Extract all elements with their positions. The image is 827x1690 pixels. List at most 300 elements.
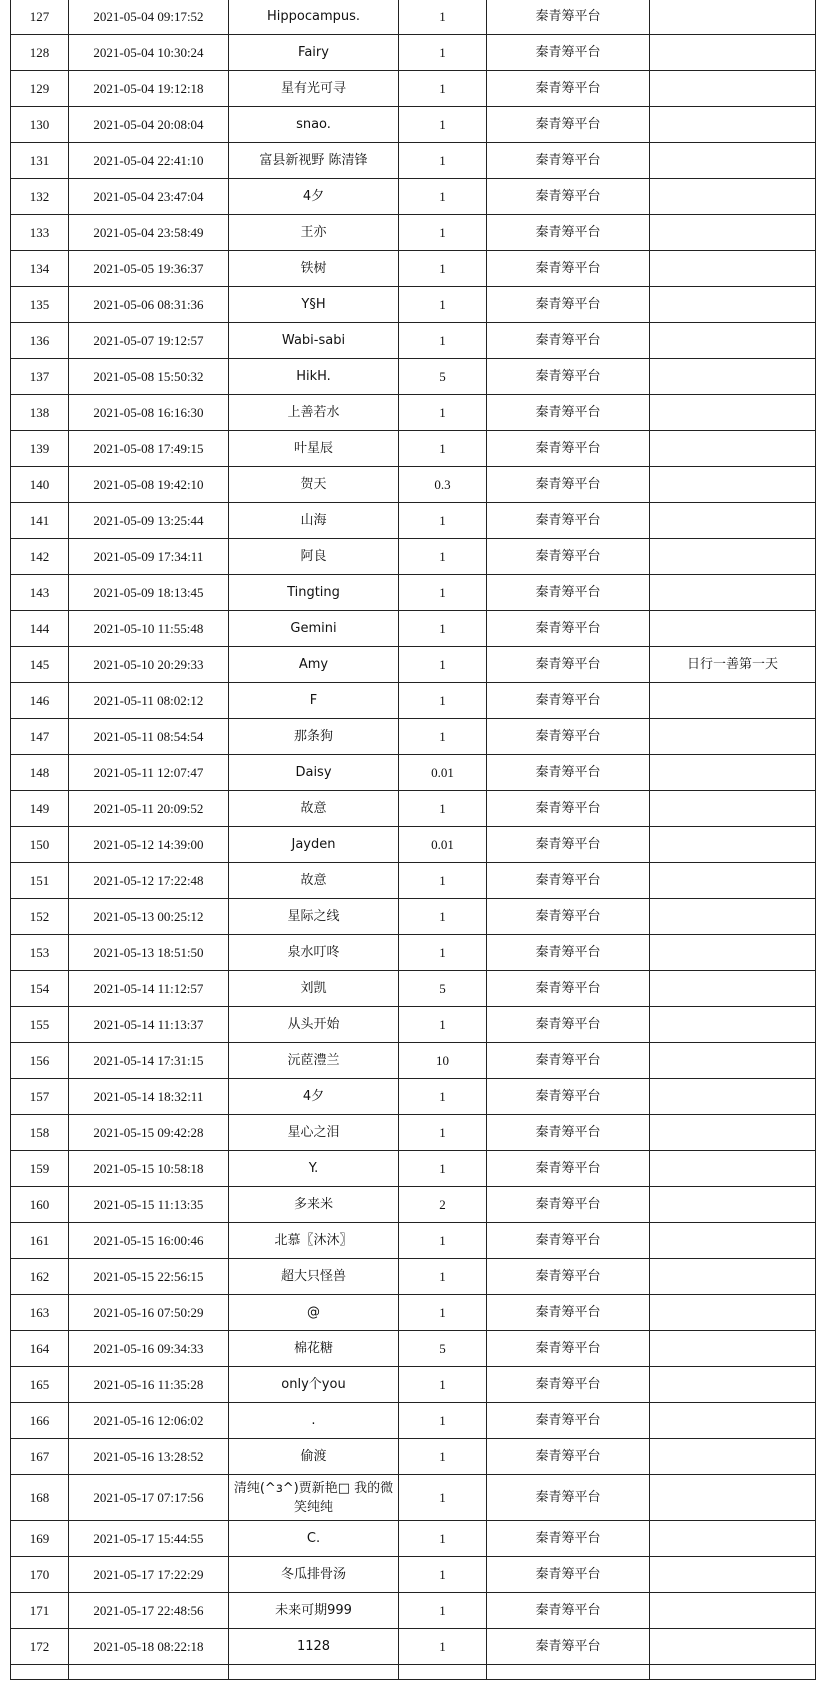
table-row: [11, 395, 816, 431]
donation-time-cell: 2021-05-18 08:22:18: [69, 1629, 229, 1665]
donation-channel-cell: 秦青筹平台: [487, 1439, 650, 1475]
table-row: [11, 1187, 816, 1223]
donation-channel-cell: 秦青筹平台: [487, 539, 650, 575]
empty-cell: [11, 1665, 69, 1680]
donation-channel-cell: 秦青筹平台: [487, 971, 650, 1007]
donation-time-cell: 2021-05-16 11:35:28: [69, 1367, 229, 1403]
donation-amount-cell: 1: [399, 287, 487, 323]
donor-name-cell: 故意: [229, 863, 399, 899]
donation-channel-cell: 秦青筹平台: [487, 575, 650, 611]
donation-amount-cell: 1: [399, 899, 487, 935]
donation-time-cell: 2021-05-04 09:17:52: [69, 0, 229, 35]
donation-amount-cell: 1: [399, 719, 487, 755]
donation-note-cell: [650, 755, 816, 791]
table-row: [11, 611, 816, 647]
donor-name-cell: Tingting: [229, 575, 399, 611]
donation-amount-cell: 1: [399, 1439, 487, 1475]
row-number-cell: 138: [11, 395, 69, 431]
donation-time-cell: 2021-05-04 19:12:18: [69, 71, 229, 107]
row-number-cell: 141: [11, 503, 69, 539]
donation-channel-cell: 秦青筹平台: [487, 1521, 650, 1557]
donation-note-cell: [650, 1079, 816, 1115]
donor-name-cell: 泉水叮咚: [229, 935, 399, 971]
donor-name-cell: 北慕〖沐沐〗: [229, 1223, 399, 1259]
donation-amount-cell: 1: [399, 1295, 487, 1331]
row-number-cell: 151: [11, 863, 69, 899]
donation-amount-cell: 1: [399, 791, 487, 827]
donor-name-cell: 星有光可寻: [229, 71, 399, 107]
donation-channel-cell: 秦青筹平台: [487, 1295, 650, 1331]
donation-time-cell: 2021-05-17 07:17:56: [69, 1475, 229, 1521]
donation-channel-cell: 秦青筹平台: [487, 1223, 650, 1259]
donation-time-cell: 2021-05-14 11:12:57: [69, 971, 229, 1007]
row-number-cell: 162: [11, 1259, 69, 1295]
donation-channel-cell: 秦青筹平台: [487, 791, 650, 827]
donation-amount-cell: 1: [399, 575, 487, 611]
row-number-cell: 147: [11, 719, 69, 755]
donation-note-cell: [650, 251, 816, 287]
donation-amount-cell: 5: [399, 971, 487, 1007]
row-number-cell: 144: [11, 611, 69, 647]
donation-time-cell: 2021-05-10 20:29:33: [69, 647, 229, 683]
donation-amount-cell: 1: [399, 1079, 487, 1115]
donation-amount-cell: 1: [399, 179, 487, 215]
row-number-cell: 161: [11, 1223, 69, 1259]
table-row-partial: [11, 1665, 816, 1680]
table-row: [11, 1403, 816, 1439]
donation-note-cell: [650, 35, 816, 71]
table-row: [11, 863, 816, 899]
table-row: [11, 1475, 816, 1521]
table-row: [11, 1295, 816, 1331]
donation-note-cell: [650, 1187, 816, 1223]
row-number-cell: 130: [11, 107, 69, 143]
donation-note-cell: [650, 1259, 816, 1295]
donation-amount-cell: 1: [399, 647, 487, 683]
donation-channel-cell: 秦青筹平台: [487, 107, 650, 143]
table-row: [11, 287, 816, 323]
row-number-cell: 155: [11, 1007, 69, 1043]
donor-name-cell: .: [229, 1403, 399, 1439]
row-number-cell: 150: [11, 827, 69, 863]
donation-channel-cell: 秦青筹平台: [487, 179, 650, 215]
donation-channel-cell: 秦青筹平台: [487, 431, 650, 467]
donation-amount-cell: 1: [399, 1151, 487, 1187]
donation-time-cell: 2021-05-17 15:44:55: [69, 1521, 229, 1557]
donation-time-cell: 2021-05-16 12:06:02: [69, 1403, 229, 1439]
donation-time-cell: 2021-05-15 09:42:28: [69, 1115, 229, 1151]
row-number-cell: 168: [11, 1475, 69, 1521]
donation-amount-cell: 1: [399, 1115, 487, 1151]
donation-time-cell: 2021-05-08 15:50:32: [69, 359, 229, 395]
donation-amount-cell: 1: [399, 863, 487, 899]
row-number-cell: 172: [11, 1629, 69, 1665]
donation-time-cell: 2021-05-07 19:12:57: [69, 323, 229, 359]
donation-amount-cell: 1: [399, 1007, 487, 1043]
donor-name-cell: 那条狗: [229, 719, 399, 755]
donation-channel-cell: 秦青筹平台: [487, 647, 650, 683]
row-number-cell: 143: [11, 575, 69, 611]
row-number-cell: 153: [11, 935, 69, 971]
donation-channel-cell: 秦青筹平台: [487, 719, 650, 755]
table-row: [11, 1115, 816, 1151]
row-number-cell: 170: [11, 1557, 69, 1593]
table-row: [11, 575, 816, 611]
row-number-cell: 145: [11, 647, 69, 683]
donation-channel-cell: 秦青筹平台: [487, 1259, 650, 1295]
table-row: [11, 647, 816, 683]
donation-note-cell: [650, 539, 816, 575]
donor-name-cell: 铁树: [229, 251, 399, 287]
table-row: [11, 251, 816, 287]
donor-name-cell: F: [229, 683, 399, 719]
row-number-cell: 165: [11, 1367, 69, 1403]
row-number-cell: 160: [11, 1187, 69, 1223]
row-number-cell: 164: [11, 1331, 69, 1367]
donor-name-cell: 超大只怪兽: [229, 1259, 399, 1295]
donation-note-cell: [650, 1295, 816, 1331]
donation-time-cell: 2021-05-04 23:58:49: [69, 215, 229, 251]
empty-cell: [650, 1665, 816, 1680]
donation-time-cell: 2021-05-04 20:08:04: [69, 107, 229, 143]
row-number-cell: 132: [11, 179, 69, 215]
donor-name-cell: 1128: [229, 1629, 399, 1665]
donation-time-cell: 2021-05-14 11:13:37: [69, 1007, 229, 1043]
row-number-cell: 128: [11, 35, 69, 71]
row-number-cell: 156: [11, 1043, 69, 1079]
donation-channel-cell: 秦青筹平台: [487, 0, 650, 35]
donation-amount-cell: 0.01: [399, 827, 487, 863]
row-number-cell: 137: [11, 359, 69, 395]
donor-name-cell: 星心之泪: [229, 1115, 399, 1151]
donation-table-body: [11, 0, 816, 1680]
donation-channel-cell: 秦青筹平台: [487, 899, 650, 935]
donation-channel-cell: 秦青筹平台: [487, 1043, 650, 1079]
donation-time-cell: 2021-05-13 00:25:12: [69, 899, 229, 935]
donor-name-cell: 贺天: [229, 467, 399, 503]
row-number-cell: 134: [11, 251, 69, 287]
donation-note-cell: [650, 503, 816, 539]
donation-amount-cell: 1: [399, 323, 487, 359]
donation-note-cell: [650, 1043, 816, 1079]
table-row: [11, 0, 816, 35]
donation-time-cell: 2021-05-14 18:32:11: [69, 1079, 229, 1115]
table-row: [11, 827, 816, 863]
row-number-cell: 129: [11, 71, 69, 107]
table-row: [11, 1521, 816, 1557]
donation-time-cell: 2021-05-15 22:56:15: [69, 1259, 229, 1295]
donation-channel-cell: 秦青筹平台: [487, 1475, 650, 1521]
table-row: [11, 719, 816, 755]
donation-note-cell: [650, 431, 816, 467]
donation-note-cell: [650, 827, 816, 863]
table-row: [11, 1223, 816, 1259]
donation-amount-cell: 1: [399, 1557, 487, 1593]
donation-amount-cell: 1: [399, 611, 487, 647]
donor-name-cell: 刘凯: [229, 971, 399, 1007]
row-number-cell: 169: [11, 1521, 69, 1557]
donation-time-cell: 2021-05-08 19:42:10: [69, 467, 229, 503]
donation-channel-cell: 秦青筹平台: [487, 863, 650, 899]
donation-time-cell: 2021-05-16 13:28:52: [69, 1439, 229, 1475]
table-row: [11, 431, 816, 467]
donation-time-cell: 2021-05-11 20:09:52: [69, 791, 229, 827]
donation-note-cell: [650, 467, 816, 503]
row-number-cell: 154: [11, 971, 69, 1007]
donation-amount-cell: 1: [399, 431, 487, 467]
donation-note-cell: [650, 0, 816, 35]
donation-channel-cell: 秦青筹平台: [487, 683, 650, 719]
table-row: [11, 971, 816, 1007]
donation-channel-cell: 秦青筹平台: [487, 143, 650, 179]
table-row: [11, 935, 816, 971]
donor-name-cell: 故意: [229, 791, 399, 827]
table-row: [11, 1367, 816, 1403]
donation-channel-cell: 秦青筹平台: [487, 755, 650, 791]
donation-note-cell: [650, 1403, 816, 1439]
row-number-cell: 139: [11, 431, 69, 467]
empty-cell: [69, 1665, 229, 1680]
donation-channel-cell: 秦青筹平台: [487, 611, 650, 647]
donation-table: [10, 0, 816, 1680]
donation-channel-cell: 秦青筹平台: [487, 251, 650, 287]
donation-channel-cell: 秦青筹平台: [487, 935, 650, 971]
donation-amount-cell: 1: [399, 1521, 487, 1557]
table-row: [11, 1593, 816, 1629]
table-row: [11, 1151, 816, 1187]
donor-name-cell: 清纯(^з^)贾新艳□ 我的微笑纯纯: [229, 1475, 399, 1521]
table-row: [11, 1557, 816, 1593]
row-number-cell: 140: [11, 467, 69, 503]
donation-note-cell: [650, 1151, 816, 1187]
donation-note-cell: [650, 215, 816, 251]
donation-amount-cell: 0.01: [399, 755, 487, 791]
row-number-cell: 133: [11, 215, 69, 251]
donation-note-cell: [650, 863, 816, 899]
donor-name-cell: Jayden: [229, 827, 399, 863]
donation-amount-cell: 1: [399, 539, 487, 575]
donor-name-cell: C.: [229, 1521, 399, 1557]
row-number-cell: 131: [11, 143, 69, 179]
donor-name-cell: HikH.: [229, 359, 399, 395]
donor-name-cell: Fairy: [229, 35, 399, 71]
donation-channel-cell: 秦青筹平台: [487, 1151, 650, 1187]
donor-name-cell: 从头开始: [229, 1007, 399, 1043]
donation-note-cell: [650, 1629, 816, 1665]
donation-time-cell: 2021-05-15 16:00:46: [69, 1223, 229, 1259]
donation-channel-cell: 秦青筹平台: [487, 287, 650, 323]
donation-note-cell: [650, 395, 816, 431]
donation-channel-cell: 秦青筹平台: [487, 71, 650, 107]
donation-channel-cell: 秦青筹平台: [487, 503, 650, 539]
donation-note-cell: [650, 323, 816, 359]
donation-channel-cell: 秦青筹平台: [487, 1403, 650, 1439]
table-row: [11, 323, 816, 359]
donor-name-cell: 王亦: [229, 215, 399, 251]
row-number-cell: 142: [11, 539, 69, 575]
table-row: [11, 1043, 816, 1079]
table-row: [11, 755, 816, 791]
donor-name-cell: 阿良: [229, 539, 399, 575]
donation-channel-cell: 秦青筹平台: [487, 1187, 650, 1223]
donation-note-cell: [650, 287, 816, 323]
donation-channel-cell: 秦青筹平台: [487, 35, 650, 71]
empty-cell: [399, 1665, 487, 1680]
donation-channel-cell: 秦青筹平台: [487, 1331, 650, 1367]
donor-name-cell: Amy: [229, 647, 399, 683]
donor-name-cell: 未来可期999: [229, 1593, 399, 1629]
donation-note-cell: [650, 683, 816, 719]
donor-name-cell: 冬瓜排骨汤: [229, 1557, 399, 1593]
row-number-cell: 159: [11, 1151, 69, 1187]
donation-note-cell: [650, 971, 816, 1007]
donation-amount-cell: 1: [399, 1593, 487, 1629]
donor-name-cell: 叶星辰: [229, 431, 399, 467]
donation-amount-cell: 1: [399, 143, 487, 179]
donation-amount-cell: 1: [399, 1475, 487, 1521]
donation-channel-cell: 秦青筹平台: [487, 395, 650, 431]
table-row: [11, 71, 816, 107]
donor-name-cell: @: [229, 1295, 399, 1331]
table-row: [11, 179, 816, 215]
donation-note-cell: [650, 1367, 816, 1403]
donation-channel-cell: 秦青筹平台: [487, 359, 650, 395]
donation-time-cell: 2021-05-11 08:02:12: [69, 683, 229, 719]
donation-amount-cell: 1: [399, 1629, 487, 1665]
donation-note-cell: [650, 1557, 816, 1593]
donation-time-cell: 2021-05-15 11:13:35: [69, 1187, 229, 1223]
table-row: [11, 35, 816, 71]
donation-note-cell: [650, 935, 816, 971]
donation-time-cell: 2021-05-11 12:07:47: [69, 755, 229, 791]
row-number-cell: 149: [11, 791, 69, 827]
donation-note-cell: [650, 611, 816, 647]
donation-channel-cell: 秦青筹平台: [487, 1007, 650, 1043]
donor-name-cell: 偷渡: [229, 1439, 399, 1475]
donation-channel-cell: 秦青筹平台: [487, 1079, 650, 1115]
donation-time-cell: 2021-05-06 08:31:36: [69, 287, 229, 323]
donation-time-cell: 2021-05-09 13:25:44: [69, 503, 229, 539]
table-row: [11, 1439, 816, 1475]
donation-note-cell: [650, 1115, 816, 1151]
donation-time-cell: 2021-05-05 19:36:37: [69, 251, 229, 287]
donation-time-cell: 2021-05-08 16:16:30: [69, 395, 229, 431]
donation-note-cell: [650, 1223, 816, 1259]
donation-note-cell: [650, 1439, 816, 1475]
donor-name-cell: Wabi-sabi: [229, 323, 399, 359]
donation-amount-cell: 10: [399, 1043, 487, 1079]
table-row: [11, 467, 816, 503]
donation-amount-cell: 1: [399, 935, 487, 971]
donation-time-cell: 2021-05-12 14:39:00: [69, 827, 229, 863]
donation-note-cell: [650, 1475, 816, 1521]
donor-name-cell: 4夕: [229, 179, 399, 215]
table-row: [11, 215, 816, 251]
donation-amount-cell: 1: [399, 1403, 487, 1439]
row-number-cell: 167: [11, 1439, 69, 1475]
table-row: [11, 143, 816, 179]
row-number-cell: 135: [11, 287, 69, 323]
row-number-cell: 158: [11, 1115, 69, 1151]
donation-time-cell: 2021-05-09 18:13:45: [69, 575, 229, 611]
donor-name-cell: Gemini: [229, 611, 399, 647]
donation-time-cell: 2021-05-04 10:30:24: [69, 35, 229, 71]
donation-note-cell: [650, 791, 816, 827]
donation-channel-cell: 秦青筹平台: [487, 323, 650, 359]
empty-cell: [487, 1665, 650, 1680]
donation-amount-cell: 1: [399, 503, 487, 539]
table-row: [11, 503, 816, 539]
donation-channel-cell: 秦青筹平台: [487, 467, 650, 503]
donation-amount-cell: 1: [399, 35, 487, 71]
donor-name-cell: 多来米: [229, 1187, 399, 1223]
donation-note-cell: [650, 1521, 816, 1557]
donation-time-cell: 2021-05-10 11:55:48: [69, 611, 229, 647]
row-number-cell: 146: [11, 683, 69, 719]
donor-name-cell: Daisy: [229, 755, 399, 791]
donation-note-cell: [650, 899, 816, 935]
row-number-cell: 127: [11, 0, 69, 35]
table-row: [11, 107, 816, 143]
table-row: [11, 791, 816, 827]
row-number-cell: 166: [11, 1403, 69, 1439]
donation-note-cell: [650, 143, 816, 179]
donation-note-cell: [650, 71, 816, 107]
donor-name-cell: Y.: [229, 1151, 399, 1187]
donation-note-cell: [650, 359, 816, 395]
donation-channel-cell: 秦青筹平台: [487, 1115, 650, 1151]
donation-time-cell: 2021-05-11 08:54:54: [69, 719, 229, 755]
donation-note-cell: 日行一善第一天: [650, 647, 816, 683]
table-row: [11, 1007, 816, 1043]
donation-amount-cell: 1: [399, 395, 487, 431]
donation-channel-cell: 秦青筹平台: [487, 1367, 650, 1403]
donor-name-cell: snao.: [229, 107, 399, 143]
donation-time-cell: 2021-05-12 17:22:48: [69, 863, 229, 899]
row-number-cell: 152: [11, 899, 69, 935]
donor-name-cell: 富县新视野 陈清锋: [229, 143, 399, 179]
donation-time-cell: 2021-05-16 09:34:33: [69, 1331, 229, 1367]
row-number-cell: 148: [11, 755, 69, 791]
donation-amount-cell: 1: [399, 251, 487, 287]
donor-name-cell: Hippocampus.: [229, 0, 399, 35]
donor-name-cell: 星际之线: [229, 899, 399, 935]
donation-sheet: [10, 0, 816, 1680]
donor-name-cell: 上善若水: [229, 395, 399, 431]
table-row: [11, 1331, 816, 1367]
donation-amount-cell: 5: [399, 359, 487, 395]
donor-name-cell: 4夕: [229, 1079, 399, 1115]
row-number-cell: 136: [11, 323, 69, 359]
donor-name-cell: only个you: [229, 1367, 399, 1403]
table-row: [11, 899, 816, 935]
row-number-cell: 157: [11, 1079, 69, 1115]
donation-channel-cell: 秦青筹平台: [487, 1629, 650, 1665]
donation-amount-cell: 1: [399, 683, 487, 719]
donation-channel-cell: 秦青筹平台: [487, 1557, 650, 1593]
donation-amount-cell: 2: [399, 1187, 487, 1223]
donation-note-cell: [650, 719, 816, 755]
row-number-cell: 163: [11, 1295, 69, 1331]
table-row: [11, 683, 816, 719]
table-row: [11, 1629, 816, 1665]
donation-amount-cell: 0.3: [399, 467, 487, 503]
table-row: [11, 1079, 816, 1115]
donor-name-cell: 山海: [229, 503, 399, 539]
donation-amount-cell: 1: [399, 107, 487, 143]
donor-name-cell: 棉花糖: [229, 1331, 399, 1367]
table-row: [11, 539, 816, 575]
